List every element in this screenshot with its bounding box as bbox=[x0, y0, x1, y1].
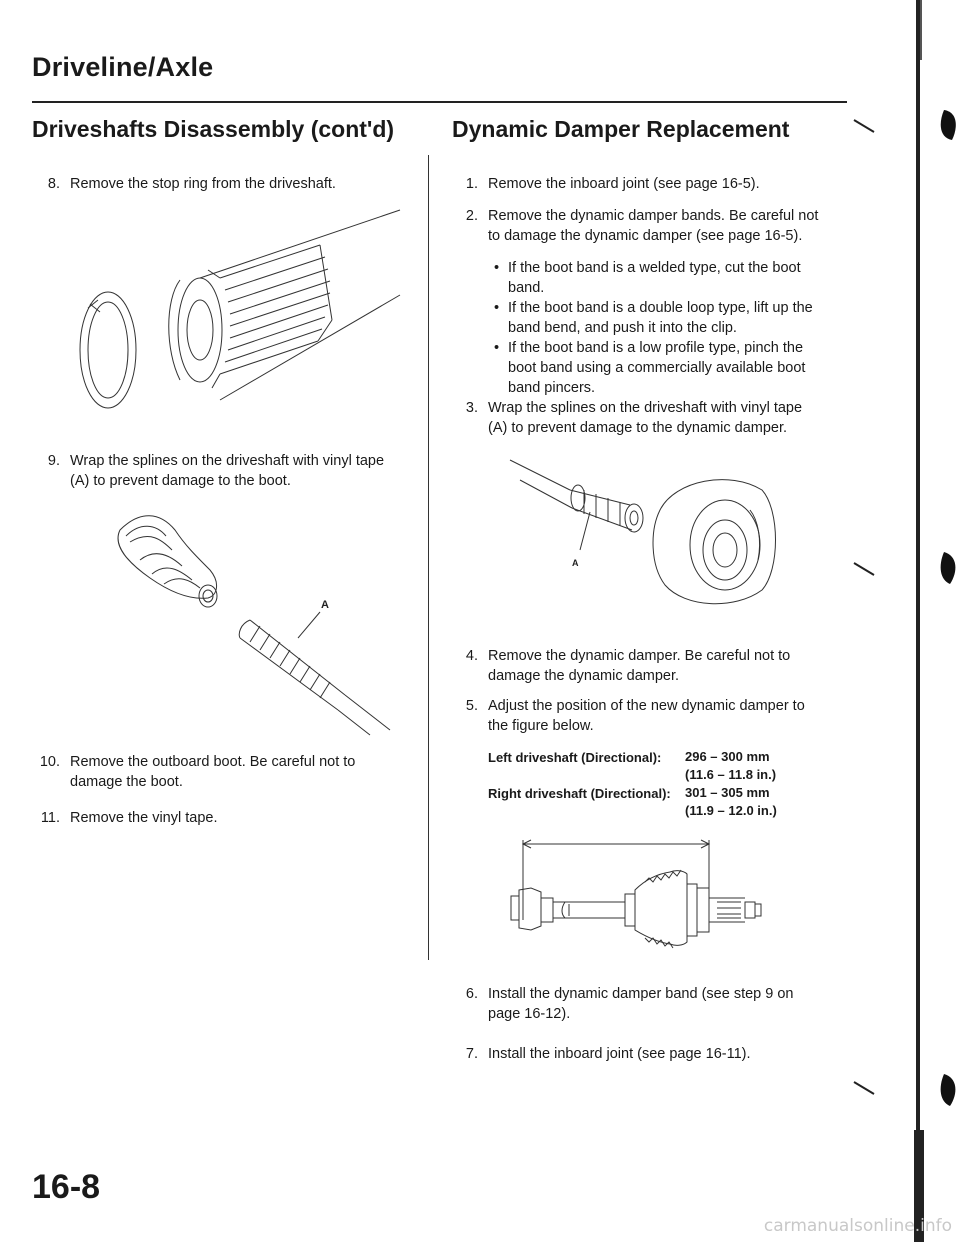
spec-left-label: Left driveshaft (Directional): bbox=[488, 750, 662, 765]
spec-in: (11.6 – 11.8 in.) bbox=[685, 767, 777, 782]
step-number: 10. bbox=[39, 754, 60, 770]
step-text-line: Remove the outboard boot. Be careful not to bbox=[70, 754, 356, 770]
step-number: 7. bbox=[465, 1046, 478, 1062]
bullet-line: boot band using a commercially available boot bbox=[508, 360, 806, 376]
header-rule bbox=[32, 101, 847, 103]
step-number: 8. bbox=[47, 176, 60, 192]
step-text bbox=[488, 206, 818, 246]
spec-in: (11.9 – 12.0 in.) bbox=[685, 803, 777, 818]
right-step-2 bbox=[452, 206, 842, 250]
right-step-3 bbox=[452, 398, 842, 442]
step-number: 6. bbox=[465, 986, 478, 1002]
step-text-line: Remove the dynamic damper. Be careful not to bbox=[488, 648, 791, 664]
boot-band-bullet-list bbox=[494, 258, 834, 398]
figure-damper-position-dimension bbox=[505, 830, 785, 960]
step-number: 9. bbox=[47, 453, 60, 469]
step-text bbox=[70, 752, 355, 792]
bullet-dot: • bbox=[494, 340, 500, 356]
bullet-line: band pincers. bbox=[508, 380, 596, 396]
right-step-6 bbox=[452, 984, 842, 1028]
step-text-line: to damage the dynamic damper (see page 16-5). bbox=[488, 228, 803, 244]
bullet-dot: • bbox=[494, 300, 500, 316]
left-step-8 bbox=[34, 174, 414, 194]
step-text bbox=[488, 696, 805, 736]
column-divider bbox=[428, 155, 429, 960]
step-text-line: Remove the dynamic damper bands. Be careful not bbox=[488, 208, 819, 224]
bullet-item bbox=[494, 298, 834, 338]
step-text-line: Wrap the splines on the driveshaft with vinyl tape bbox=[70, 453, 385, 469]
step-number: 2. bbox=[465, 208, 478, 224]
step-number: 4. bbox=[465, 648, 478, 664]
page-header-title: Driveline/Axle bbox=[32, 52, 214, 82]
page-number: 16-8 bbox=[32, 1168, 101, 1206]
bullet-item bbox=[494, 258, 834, 298]
figure-boot-vinyl-tape bbox=[100, 500, 400, 735]
right-step-1 bbox=[452, 174, 842, 194]
step-number: 5. bbox=[465, 698, 478, 714]
right-step-5 bbox=[452, 696, 842, 740]
step-text: Remove the vinyl tape. bbox=[70, 810, 218, 826]
bullet-line: band. bbox=[508, 280, 545, 296]
step-text-line: Adjust the position of the new dynamic damper to bbox=[488, 698, 805, 714]
step-number: 1. bbox=[465, 176, 478, 192]
step-text-line: Wrap the splines on the driveshaft with vinyl tape bbox=[488, 400, 803, 416]
bullet-item bbox=[494, 338, 834, 398]
spec-right-value bbox=[685, 784, 777, 820]
watermark[interactable]: carmanualsonline.info bbox=[763, 1216, 952, 1236]
left-step-11 bbox=[34, 808, 424, 828]
spec-right-label: Right driveshaft (Directional): bbox=[488, 786, 671, 801]
step-text-line: (A) to prevent damage to the dynamic damper. bbox=[488, 420, 788, 436]
binding-edge-marks bbox=[840, 0, 960, 1242]
left-section-title: Driveshafts Disassembly (cont'd) bbox=[32, 116, 395, 142]
bullet-line: If the boot band is a low profile type, pinch the bbox=[508, 340, 804, 356]
left-step-9 bbox=[34, 451, 424, 495]
left-step-10 bbox=[34, 752, 424, 796]
bullet-line: band bend, and push it into the clip. bbox=[508, 320, 737, 336]
right-step-4 bbox=[452, 646, 842, 690]
step-text-line: the figure below. bbox=[488, 718, 594, 734]
step-text-line: damage the dynamic damper. bbox=[488, 668, 680, 684]
bullet-dot: • bbox=[494, 260, 500, 276]
step-text bbox=[488, 646, 790, 686]
step-text-line: Install the dynamic damper band (see step 9 on bbox=[488, 986, 794, 1002]
step-text: Remove the stop ring from the driveshaft. bbox=[70, 176, 336, 192]
step-text bbox=[488, 398, 802, 438]
bullet-line: If the boot band is a welded type, cut the boot bbox=[508, 260, 801, 276]
step-text: Remove the inboard joint (see page 16-5). bbox=[488, 176, 760, 192]
step-text bbox=[70, 451, 384, 491]
step-text-line: page 16-12). bbox=[488, 1006, 571, 1022]
figure-callout-a: A bbox=[321, 599, 329, 611]
step-text: Install the inboard joint (see page 16-11). bbox=[488, 1046, 751, 1062]
bullet-line: If the boot band is a double loop type, lift up the bbox=[508, 300, 813, 316]
step-number: 11. bbox=[40, 810, 60, 826]
figure-dynamic-damper-tape bbox=[500, 450, 800, 635]
spec-left-value bbox=[685, 748, 776, 784]
right-section-title: Dynamic Damper Replacement bbox=[452, 116, 790, 142]
right-step-7 bbox=[452, 1044, 842, 1064]
step-text bbox=[488, 984, 793, 1024]
figure-callout-a: A bbox=[572, 558, 579, 568]
spec-mm: 301 – 305 mm bbox=[685, 785, 770, 800]
figure-stop-ring-removal bbox=[70, 200, 410, 415]
step-text-line: damage the boot. bbox=[70, 774, 183, 790]
step-number: 3. bbox=[465, 400, 478, 416]
spec-mm: 296 – 300 mm bbox=[685, 749, 770, 764]
step-text-line: (A) to prevent damage to the boot. bbox=[70, 473, 291, 489]
